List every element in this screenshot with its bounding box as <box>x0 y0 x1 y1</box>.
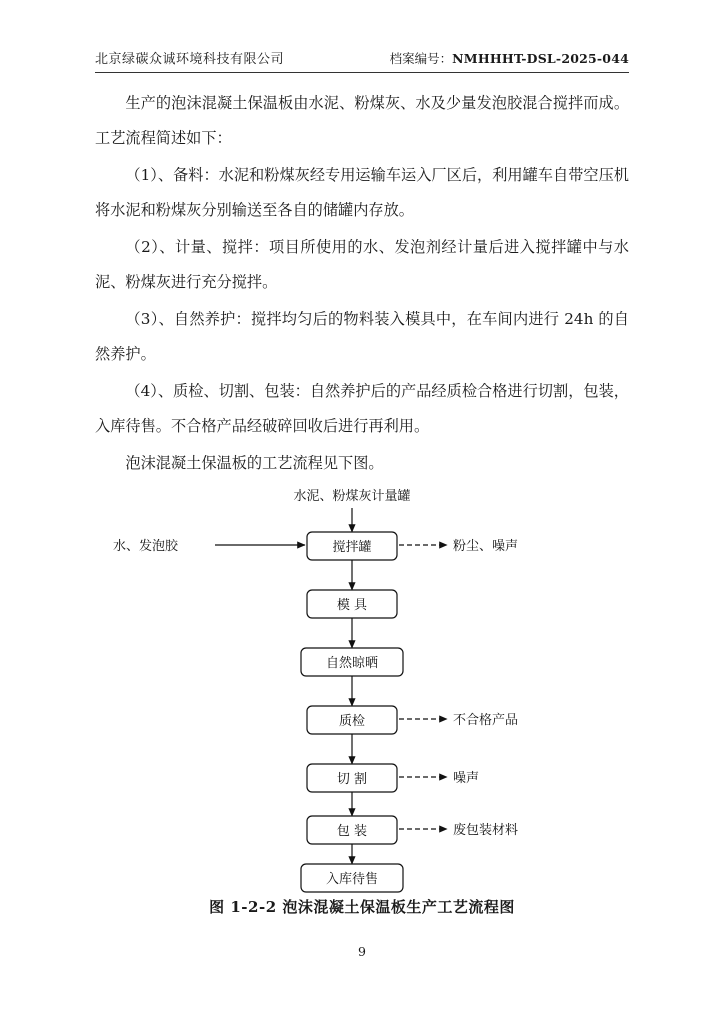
header-archive <box>390 49 629 67</box>
paragraph: （4）、质检、切割、包装：自然养护后的产品经质检合格进行切割，包装，入库待售。不合格产品经破碎回收后进行再利用。 <box>95 382 629 435</box>
process-flow-diagram <box>95 478 629 916</box>
document-body <box>95 86 629 483</box>
paragraph: （1）、备料：水泥和粉煤灰经专用运输车运入厂区后，利用罐车自带空压机将水泥和粉煤灰分别输送至各自的储罐内存放。 <box>95 166 629 219</box>
page-number: 9 <box>358 944 366 959</box>
paragraph: （2）、计量、搅拌：项目所使用的水、发泡剂经计量后进入搅拌罐中与水泥、粉煤灰进行充分搅拌。 <box>95 238 629 291</box>
flow-node-label: 搅拌罐 <box>332 540 372 555</box>
paragraph: 生产的泡沫混凝土保温板由水泥、粉煤灰、水及少量发泡胶混合搅拌而成。工艺流程简述如下： <box>95 94 629 147</box>
flow-node-label: 自然晾晒 <box>325 656 379 671</box>
flow-node-label: 入库待售 <box>325 872 379 887</box>
flow-node-label: 模 具 <box>336 598 368 613</box>
flow-output-label: 不合格产品 <box>453 713 519 728</box>
header-company: 北京绿碳众诚环境科技有限公司 <box>95 52 285 67</box>
flow-output-label: 废包装材料 <box>453 823 519 838</box>
flow-node-label: 切 割 <box>336 772 368 787</box>
page-header <box>95 48 629 73</box>
figure-caption: 图 1-2-2 泡沫混凝土保温板生产工艺流程图 <box>209 898 515 916</box>
diagram-left-label: 水、发泡胶 <box>113 539 179 554</box>
archive-label: 档案编号： <box>389 51 453 66</box>
diagram-top-label: 水泥、粉煤灰计量罐 <box>293 489 411 504</box>
flow-output-label: 噪声 <box>453 771 480 786</box>
flow-output-label: 粉尘、噪声 <box>453 539 519 554</box>
flow-node-label: 包 装 <box>336 824 368 839</box>
flow-node-label: 质检 <box>338 714 366 729</box>
paragraph: （3）、自然养护：搅拌均匀后的物料装入模具中，在车间内进行 24h 的自然养护。 <box>95 310 629 363</box>
archive-code: NMHHHT-DSL-2025-044 <box>452 51 629 66</box>
paragraph: 泡沫混凝土保温板的工艺流程见下图。 <box>125 454 384 472</box>
